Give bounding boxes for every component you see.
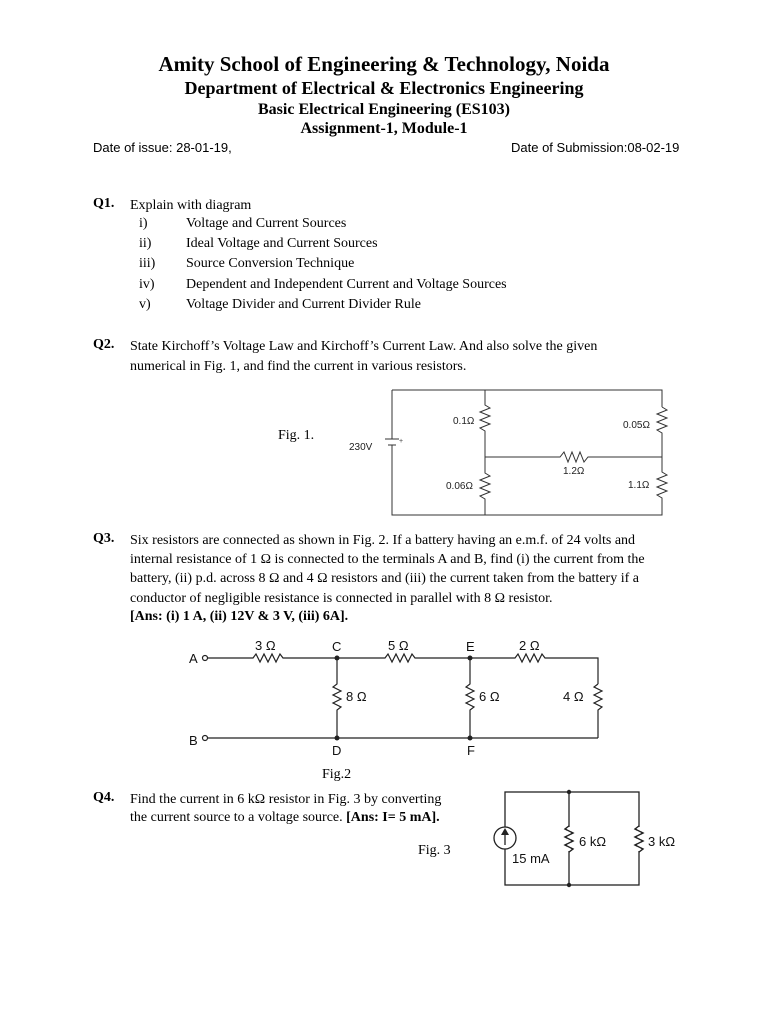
q2-line-1: State Kirchoff’s Voltage Law and Kirchoff’s Current Law. And also solve the given <box>130 339 598 354</box>
q4-answer: [Ans: I= 5 mA]. <box>346 810 440 825</box>
q1-item-text: Voltage and Current Sources <box>186 216 347 231</box>
fig1-r4-label: 0.06Ω <box>446 481 473 492</box>
q4-line-2-text: the current source to a voltage source. <box>130 810 347 825</box>
q3-line-1: Six resistors are connected as shown in Fig. 2. If a battery having an e.m.f. of 24 volts and <box>130 533 636 548</box>
fig2-node-f: F <box>467 743 475 758</box>
fig1-plus-sign: + <box>399 438 404 445</box>
q3-line-3: battery, (ii) p.d. across 8 Ω and 4 Ω resistors and (iii) the current taken from the battery if a <box>130 571 639 586</box>
q1-item-num: iii) <box>139 256 156 271</box>
date-of-submission: Date of Submission:08-02-19 <box>511 140 680 155</box>
fig2-r-ef-label: 6 Ω <box>479 689 500 704</box>
fig1-circuit-diagram <box>340 385 680 520</box>
fig1-r3-label: 1.2Ω <box>563 466 585 477</box>
fig3-r2-label: 3 kΩ <box>648 834 676 849</box>
q3-label: Q3. <box>93 531 115 546</box>
q1-item-num: v) <box>139 297 151 312</box>
q3-answer: [Ans: (i) 1 A, (ii) 12V & 3 V, (iii) 6A]. <box>130 609 349 624</box>
fig2-node-d: D <box>332 743 342 758</box>
assignment-title: Assignment-1, Module-1 <box>300 120 468 137</box>
fig2-node-a: A <box>189 651 198 666</box>
fig3-caption: Fig. 3 <box>418 843 451 858</box>
fig1-r5-label: 1.1Ω <box>628 480 650 491</box>
fig2-node-c: C <box>332 639 342 654</box>
fig3-source-label: 15 mA <box>512 851 550 866</box>
course-title: Basic Electrical Engineering (ES103) <box>258 101 510 118</box>
fig1-caption: Fig. 1. <box>278 428 315 443</box>
q1-item-text: Dependent and Independent Current and Voltage Sources <box>186 277 507 292</box>
q4-label: Q4. <box>93 790 115 805</box>
fig2-circuit-diagram <box>185 632 615 760</box>
fig1-r2-label: 0.05Ω <box>623 420 650 431</box>
q1-item-num: iv) <box>139 277 155 292</box>
fig2-r-cd-label: 8 Ω <box>346 689 367 704</box>
fig2-r-e2-label: 2 Ω <box>519 638 540 653</box>
q4-line-1: Find the current in 6 kΩ resistor in Fig. 3 by converting <box>130 792 442 807</box>
q1-item-num: ii) <box>139 236 152 251</box>
q2-label: Q2. <box>93 337 115 352</box>
fig2-r-ce-label: 5 Ω <box>388 638 409 653</box>
q1-label: Q1. <box>93 196 115 211</box>
q1-item-num: i) <box>139 216 148 231</box>
fig1-r1-label: 0.1Ω <box>453 416 475 427</box>
fig2-caption: Fig.2 <box>322 767 352 782</box>
fig3-r1-label: 6 kΩ <box>579 834 607 849</box>
fig2-r-ac-label: 3 Ω <box>255 638 276 653</box>
q3-line-4: conductor of negligible resistance is connected in parallel with 8 Ω resistor. <box>130 591 553 606</box>
q1-item-text: Source Conversion Technique <box>186 256 355 271</box>
q3-line-2: internal resistance of 1 Ω is connected to the terminals A and B, find (i) the current from the <box>130 552 645 567</box>
q1-item-text: Voltage Divider and Current Divider Rule <box>186 297 421 312</box>
fig2-node-e: E <box>466 639 475 654</box>
date-of-issue: Date of issue: 28-01-19, <box>93 140 232 155</box>
fig1-source-label: 230V <box>349 442 373 453</box>
q1-item-text: Ideal Voltage and Current Sources <box>186 236 378 251</box>
fig2-r-end-label: 4 Ω <box>563 689 584 704</box>
q2-line-2: numerical in Fig. 1, and find the current in various resistors. <box>130 359 467 374</box>
q1-text: Explain with diagram <box>130 198 252 213</box>
q4-line-2 <box>130 808 440 827</box>
fig2-node-b: B <box>189 733 198 748</box>
institution-title: Amity School of Engineering & Technology, Noida <box>158 52 610 76</box>
fig3-circuit-diagram <box>485 782 690 892</box>
department-title: Department of Electrical & Electronics Engineering <box>184 78 584 98</box>
